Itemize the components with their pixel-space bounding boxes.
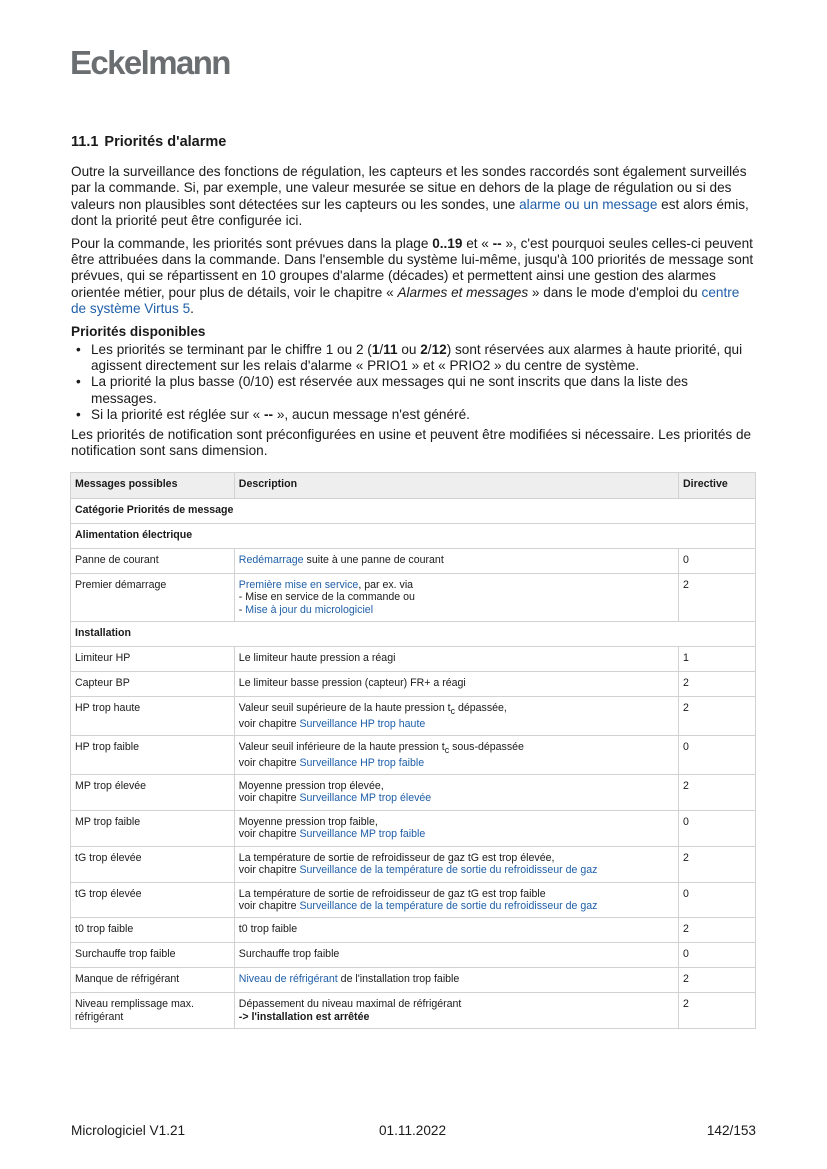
mp-low-link[interactable]: Surveillance MP trop faible (299, 828, 426, 841)
eckelmann-logo: Eckelmann (70, 44, 230, 81)
table-row: tG trop élevée La température de sortie de refroidisseur de gaz tG est trop élevée, voir chapitre Surveillance de la température de sortie du refroidisseur de gaz 2 (71, 846, 756, 882)
list-item: • Les priorités se terminant par le chiffre 1 ou 2 (1/11 ou 2/12) sont réservées aux alarmes à haute priorité, qui agissent directement sur les relais d'alarme « PRIO1 » et « PRIO2 » du centre de système. (71, 342, 756, 375)
first-commissioning-link[interactable]: Première mise en service (238, 579, 359, 591)
footer-firmware-version: Micrologiciel V1.21 (71, 1123, 186, 1138)
alarm-message-link[interactable]: alarme ou un message (519, 196, 658, 212)
notification-paragraph: Les priorités de notification sont préconfigurées en usine et peuvent être modifiées si nécessaire. Les priorités de notification sont sans dimension. (71, 426, 752, 459)
table-row: Panne de courant Redémarrage suite à une panne de courant 0 (71, 549, 756, 574)
column-header: Messages possibles (71, 473, 235, 499)
gas-cooler-temp-link-2[interactable]: Surveillance de la température de sortie du refroidisseur de gaz (299, 899, 598, 912)
section-title: 11.1 Priorités d'alarme (71, 134, 227, 150)
list-item: • Si la priorité est réglée sur « -- », aucun message n'est généré. (71, 407, 756, 423)
table-row: tG trop élevée La température de sortie de refroidisseur de gaz tG est trop faible voir chapitre Surveillance de la température de sortie du refroidisseur de gaz 0 (71, 882, 756, 918)
column-header: Directive (679, 473, 756, 499)
firmware-update-link[interactable]: Mise à jour du micrologiciel (245, 603, 374, 616)
priority-bullet-list (71, 342, 756, 424)
table-row: Manque de réfrigérant Niveau de réfrigérant de l'installation trop faible 2 (71, 968, 756, 993)
category-row: Catégorie Priorités de message (71, 499, 756, 524)
alarm-priority-table (70, 472, 756, 1029)
list-item: • La priorité la plus basse (0/10) est réservée aux messages qui ne sont inscrits que dans la liste des messages. (71, 374, 756, 407)
table-row: MP trop faible Moyenne pression trop faible, voir chapitre Surveillance MP trop faible 0 (71, 810, 756, 846)
hp-high-link[interactable]: Surveillance HP trop haute (299, 717, 426, 730)
table-row: Niveau remplissage max. réfrigérant Dépassement du niveau maximal de réfrigérant -> l'installation est arrêtée 2 (71, 993, 756, 1029)
table-row: Capteur BP Le limiteur basse pression (capteur) FR+ a réagi 2 (71, 672, 756, 697)
refrigerant-level-link[interactable]: Niveau de réfrigérant (238, 973, 338, 986)
mp-high-link[interactable]: Surveillance MP trop élevée (299, 792, 432, 805)
group-row-installation: Installation (71, 622, 756, 647)
gas-cooler-temp-link[interactable]: Surveillance de la température de sortie du refroidisseur de gaz (299, 864, 598, 877)
group-row-power: Alimentation électrique (71, 524, 756, 549)
available-priorities-heading: Priorités disponibles (71, 323, 206, 339)
virtus5-link[interactable]: centre de système Virtus 5 (71, 284, 740, 317)
column-header: Description (234, 473, 678, 499)
hp-low-link[interactable]: Surveillance HP trop faible (299, 756, 425, 769)
table-row: MP trop élevée Moyenne pression trop élevée, voir chapitre Surveillance MP trop élevée 2 (71, 775, 756, 811)
table-row: HP trop haute Valeur seuil supérieure de la haute pression $t_c$ dépassée, voir chapitre Surveillance HP trop haute 2 (71, 697, 756, 736)
table-row: Limiteur HP Le limiteur haute pression a réagi 1 (71, 647, 756, 672)
restart-link[interactable]: Redémarrage (238, 554, 304, 566)
footer-date: 01.11.2022 (379, 1123, 447, 1138)
table-row: t0 trop faible t0 trop faible 2 (71, 918, 756, 943)
main-content (71, 134, 756, 466)
table-row: HP trop faible Valeur seuil inférieure de la haute pression $t_c$ sous-dépassée voir chapitre Surveillance HP trop faible 0 (71, 736, 756, 775)
footer-page-number: 142/153 (706, 1123, 756, 1138)
intro-paragraph: Outre la surveillance des fonctions de régulation, les capteurs et les sondes raccordés sont également surveillés par la commande. Si, par exemple, une valeur mesurée se situe en dehors de la plage de régulation ou si des valeurs non plausibles sont détectées sur les capteurs ou les sondes, une alarme ou un message est alors émis, dont la priorité peut être configurée ici. (71, 164, 749, 229)
table-row: Surchauffe trop faible Surchauffe trop faible 0 (71, 943, 756, 968)
table-row: Premier démarrage Première mise en service, par ex. via - Mise en service de la commande ou - Mise à jour du micrologiciel 2 (71, 574, 756, 622)
priority-range-paragraph: Pour la commande, les priorités sont prévues dans la plage 0..19 et « -- », c'est pourquoi seules celles-ci peuvent être attribuées dans la commande. Dans l'ensemble du système lui-même, jusqu'à 100 priorités de message sont prévues, qui se répartissent en 10 groupes d'alarme (décades) et permettent ainsi une gestion des alarmes orientée métier, pour plus de détails, voir le chapitre « Alarmes et messages » dans le mode d'emploi du centre de système Virtus 5. (71, 235, 754, 317)
table-header-row (71, 473, 756, 499)
